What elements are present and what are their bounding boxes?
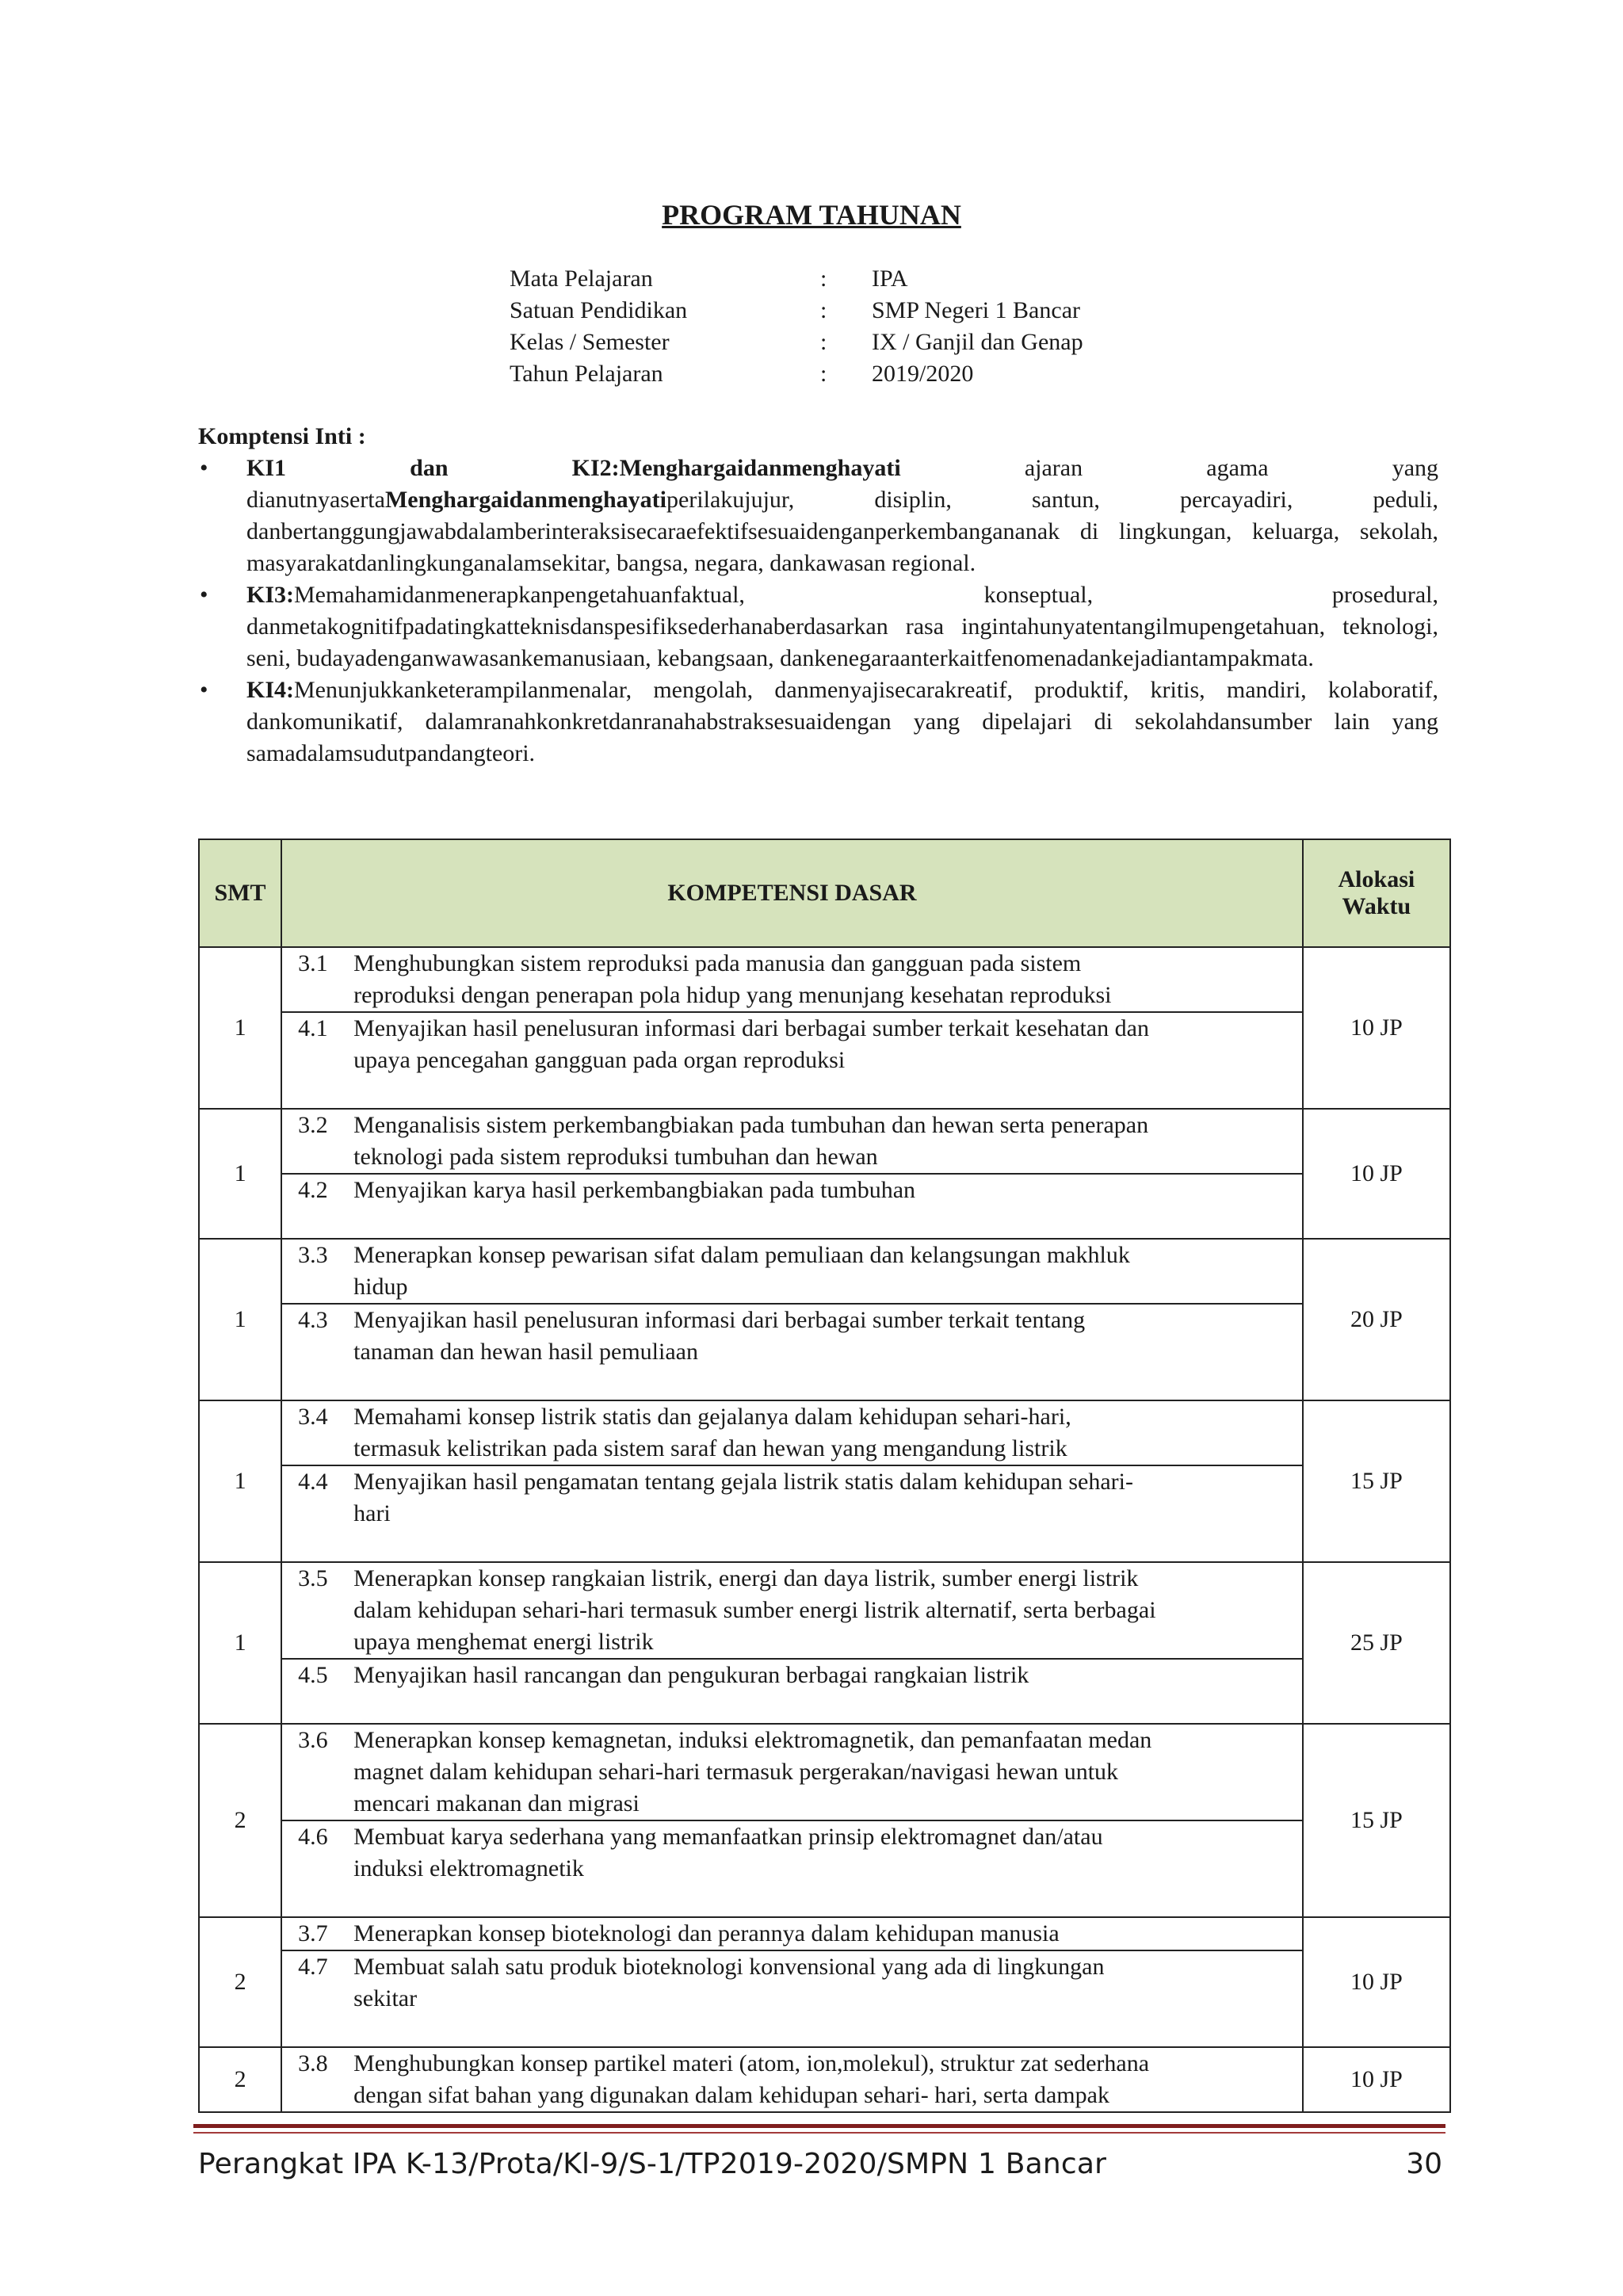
meta-label: Kelas / Semester — [510, 329, 670, 355]
smt-cell: 2 — [199, 2047, 281, 2112]
kd-item — [282, 1240, 1302, 1303]
alokasi-cell: 15 JP — [1303, 1724, 1450, 1917]
ki-item-4 — [198, 674, 1438, 770]
meta-value: 2019/2020 — [872, 361, 974, 387]
kd-text-line: Menyajikan hasil pengamatan tentang gejala listrik statis dalam kehidupan sehari- — [353, 1469, 1133, 1495]
ki4-body — [246, 677, 1438, 766]
kd-number: 3.7 — [298, 1920, 328, 1946]
kd-number: 4.5 — [298, 1662, 328, 1688]
kd-item — [282, 1950, 1302, 2015]
kd-number: 4.3 — [298, 1307, 328, 1333]
alokasi-cell: 10 JP — [1303, 2047, 1450, 2112]
meta-row — [510, 327, 1083, 358]
ki-text-part: dianutnyaserta — [246, 487, 385, 513]
header-smt: SMT — [199, 839, 281, 947]
meta-label: Tahun Pelajaran — [510, 361, 663, 387]
kd-text-line: Menghubungkan konsep partikel materi (atom, ion,molekul), struktur zat sederhana — [353, 2050, 1150, 2076]
smt-cell: 2 — [199, 1917, 281, 2047]
kd-text — [353, 948, 1291, 1011]
bullet-icon: • — [200, 582, 208, 608]
meta-colon: : — [820, 266, 827, 292]
alokasi-cell: 15 JP — [1303, 1400, 1450, 1562]
alokasi-cell: 10 JP — [1303, 1109, 1450, 1239]
table-row — [199, 1724, 1450, 1917]
ki-item-1-first-line — [198, 453, 1438, 484]
kd-text-line: teknologi pada sistem reproduksi tumbuhan dan hewan — [353, 1144, 878, 1170]
kd-text — [353, 1951, 1291, 2015]
ki-text-part: perilakujujur, disiplin, santun, percayadiri, peduli, danbertanggungjawabdalamberinteraksisecaraefektifsesuaidenganperkembangananak di lingkungan, keluarga, sekolah, masyarakatdanlingkunganalamsekitar, bangsa, negara, dankawasan regional. — [246, 487, 1438, 576]
kd-item — [282, 1563, 1302, 1658]
table-row — [199, 1400, 1450, 1562]
ki-text-part: Memahamidanmenerapkanpengetahuanfaktual, konseptual, prosedural, danmetakognitifpadatingkatteknisdanspesifiksederhanaberdasarkan rasa ingintahunyatentangilmupengetahuan, teknologi, seni, budayadenganwawasankemanusiaan, kebangsaan, dankenegaraanterkaitfenomenadankejadiantampakmata. — [246, 582, 1438, 671]
kd-text-line: Menganalisis sistem perkembangbiakan pada tumbuhan dan hewan serta penerapan — [353, 1112, 1149, 1138]
kd-cell — [281, 947, 1303, 1109]
kompetensi-dasar-table — [198, 839, 1451, 2113]
kd-text-line: Membuat karya sederhana yang memanfaatkan prinsip elektromagnet dan/atau — [353, 1824, 1103, 1850]
ki-word: dan — [410, 455, 449, 481]
table-row — [199, 1239, 1450, 1400]
kd-text — [353, 1240, 1291, 1303]
smt-cell: 1 — [199, 1400, 281, 1562]
alokasi-cell: 10 JP — [1303, 1917, 1450, 2047]
kd-cell — [281, 1400, 1303, 1562]
kd-cell — [281, 1917, 1303, 2047]
table-row — [199, 1109, 1450, 1239]
kd-text-line: Membuat salah satu produk bioteknologi konvensional yang ada di lingkungan — [353, 1954, 1105, 1980]
meta-colon: : — [820, 361, 827, 387]
smt-cell: 1 — [199, 1562, 281, 1724]
kd-text-line: sekitar — [353, 1985, 418, 2011]
header-alokasi-line1: Alokasi — [1338, 866, 1415, 892]
kd-item — [282, 1173, 1302, 1206]
kd-number: 4.4 — [298, 1469, 328, 1495]
kd-text-line: Menyajikan karya hasil perkembangbiakan pada tumbuhan — [353, 1177, 916, 1203]
meta-row — [510, 263, 1083, 295]
kd-text — [353, 1175, 1291, 1206]
kd-text — [353, 1660, 1291, 1691]
kd-text-line: Menerapkan konsep rangkaian listrik, energi dan daya listrik, sumber energi listrik — [353, 1565, 1139, 1591]
kd-text-line: Menyajikan hasil penelusuran informasi dari berbagai sumber terkait tentang — [353, 1307, 1086, 1333]
kd-text — [353, 1466, 1291, 1530]
kd-text-line: mencari makanan dan migrasi — [353, 1790, 640, 1817]
page-number: 30 — [1406, 2148, 1442, 2180]
kd-number: 3.5 — [298, 1565, 328, 1591]
table-header-row — [199, 839, 1450, 947]
meta-row — [510, 358, 1083, 390]
meta-colon: : — [820, 297, 827, 323]
ki1-body — [246, 487, 1438, 576]
ki-text-part: KI4: — [246, 677, 294, 703]
ki-list — [198, 453, 1438, 770]
table-row — [199, 947, 1450, 1109]
ki-word: ajaran — [1024, 455, 1083, 481]
kd-text — [353, 1305, 1291, 1368]
kd-number: 4.7 — [298, 1954, 328, 1980]
kd-text-line: magnet dalam kehidupan sehari-hari termasuk pergerakan/navigasi hewan untuk — [353, 1759, 1119, 1785]
kd-item — [282, 1465, 1302, 1530]
smt-cell: 1 — [199, 1239, 281, 1400]
kd-text-line: Menerapkan konsep kemagnetan, induksi elektromagnetik, dan pemanfaatan medan — [353, 1727, 1152, 1753]
footer-rule — [193, 2124, 1445, 2128]
kd-text-line: upaya menghemat energi listrik — [353, 1629, 654, 1655]
ki-word: yang — [1392, 455, 1439, 481]
kd-text-line: termasuk kelistrikan pada sistem saraf dan hewan yang mengandung listrik — [353, 1435, 1067, 1461]
kd-text-line: reproduksi dengan penerapan pola hidup yang menunjang kesehatan reproduksi — [353, 982, 1112, 1008]
kd-number: 3.8 — [298, 2050, 328, 2076]
kd-text-line: induksi elektromagnetik — [353, 1855, 584, 1881]
kd-number: 4.2 — [298, 1177, 328, 1203]
kd-text — [353, 1725, 1291, 1820]
kd-number: 3.3 — [298, 1242, 328, 1268]
kd-text-line: upaya pencegahan gangguan pada organ reproduksi — [353, 1047, 846, 1073]
alokasi-cell: 25 JP — [1303, 1562, 1450, 1724]
kd-text-line: Memahami konsep listrik statis dan gejalanya dalam kehidupan sehari-hari, — [353, 1404, 1071, 1430]
meta-value: IPA — [872, 266, 908, 292]
kd-text-line: hari — [353, 1500, 391, 1526]
table-row — [199, 1562, 1450, 1724]
kd-cell — [281, 2047, 1303, 2112]
kd-item — [282, 1725, 1302, 1820]
kd-text-line: Menyajikan hasil rancangan dan pengukuran berbagai rangkaian listrik — [353, 1662, 1029, 1688]
table-body — [199, 947, 1450, 2112]
table-row — [199, 1917, 1450, 2047]
meta-label: Satuan Pendidikan — [510, 297, 688, 323]
kd-text — [353, 1918, 1291, 1950]
kd-text — [353, 1563, 1291, 1658]
kd-text-line: Menghubungkan sistem reproduksi pada manusia dan gangguan pada sistem — [353, 950, 1082, 976]
ki-word: KI1 — [246, 455, 287, 481]
kd-text — [353, 1401, 1291, 1465]
kd-number: 4.6 — [298, 1824, 328, 1850]
ki-item-1-body — [198, 484, 1438, 579]
footer-rule-thin — [193, 2132, 1445, 2134]
meta-value: SMP Negeri 1 Bancar — [872, 297, 1080, 323]
kd-text-line: Menerapkan konsep bioteknologi dan perannya dalam kehidupan manusia — [353, 1920, 1060, 1946]
meta-row — [510, 295, 1083, 327]
kd-number: 3.2 — [298, 1112, 328, 1138]
kd-number: 3.1 — [298, 950, 328, 976]
ki3-body — [246, 582, 1438, 671]
kd-text — [353, 1013, 1291, 1076]
kd-text-line: Menyajikan hasil penelusuran informasi dari berbagai sumber terkait kesehatan dan — [353, 1015, 1149, 1041]
kd-item — [282, 2048, 1302, 2111]
kd-number: 3.6 — [298, 1727, 328, 1753]
ki-text-part: Menghargaidanmenghayati — [384, 487, 666, 513]
ki1-first-line — [246, 455, 1438, 481]
page-title: PROGRAM TAHUNAN — [662, 199, 961, 231]
document-meta — [510, 263, 1083, 390]
kd-cell — [281, 1562, 1303, 1724]
bullet-icon: • — [200, 677, 208, 703]
kd-number: 4.1 — [298, 1015, 328, 1041]
meta-label: Mata Pelajaran — [510, 266, 653, 292]
smt-cell: 1 — [199, 947, 281, 1109]
smt-cell: 1 — [199, 1109, 281, 1239]
kd-item — [282, 1401, 1302, 1465]
footer-text: Perangkat IPA K-13/Prota/Kl-9/S-1/TP2019-2020/SMPN 1 Bancar — [198, 2148, 1107, 2180]
kd-item — [282, 948, 1302, 1011]
header-alokasi-line2: Waktu — [1342, 893, 1411, 919]
kd-item — [282, 1303, 1302, 1368]
kd-cell — [281, 1109, 1303, 1239]
table-row — [199, 2047, 1450, 2112]
header-kompetensi-dasar: KOMPETENSI DASAR — [281, 839, 1303, 947]
ki-word: agama — [1206, 455, 1269, 481]
kd-text-line: dalam kehidupan sehari-hari termasuk sumber energi listrik alternatif, serta berbagai — [353, 1597, 1156, 1623]
smt-cell: 2 — [199, 1724, 281, 1917]
kd-item — [282, 1011, 1302, 1076]
kd-cell — [281, 1239, 1303, 1400]
kd-item — [282, 1820, 1302, 1885]
meta-value: IX / Ganjil dan Genap — [872, 329, 1083, 355]
kd-item — [282, 1110, 1302, 1173]
kd-cell — [281, 1724, 1303, 1917]
meta-colon: : — [820, 329, 827, 355]
kd-text-line: hidup — [353, 1274, 408, 1300]
kd-text-line: dengan sifat bahan yang digunakan dalam kehidupan sehari- hari, serta dampak — [353, 2082, 1109, 2108]
kd-item — [282, 1658, 1302, 1691]
kd-item — [282, 1918, 1302, 1950]
ki-heading: Komptensi Inti : — [198, 423, 366, 449]
alokasi-cell: 20 JP — [1303, 1239, 1450, 1400]
kd-text — [353, 2048, 1291, 2111]
header-alokasi-waktu — [1303, 839, 1450, 947]
kd-text — [353, 1821, 1291, 1885]
ki-text-part: KI3: — [246, 582, 294, 608]
kd-text-line: Menerapkan konsep pewarisan sifat dalam pemuliaan dan kelangsungan makhluk — [353, 1242, 1130, 1268]
alokasi-cell: 10 JP — [1303, 947, 1450, 1109]
kd-text — [353, 1110, 1291, 1173]
ki-word: KI2:Menghargaidanmenghayati — [571, 455, 901, 481]
kd-text-line: tanaman dan hewan hasil pemuliaan — [353, 1339, 698, 1365]
bullet-icon: • — [200, 455, 208, 481]
ki-item-3 — [198, 579, 1438, 674]
ki-text-part: Menunjukkanketerampilanmenalar, mengolah, danmenyajisecarakreatif, produktif, kritis, mandiri, kolaboratif, dankomunikatif, dalamranahkonkretdanranahabstraksesuaidengan yang dipelajari di sekolahdansumber lain yang samadalamsudutpandangteori. — [246, 677, 1438, 766]
kd-number: 3.4 — [298, 1404, 328, 1430]
